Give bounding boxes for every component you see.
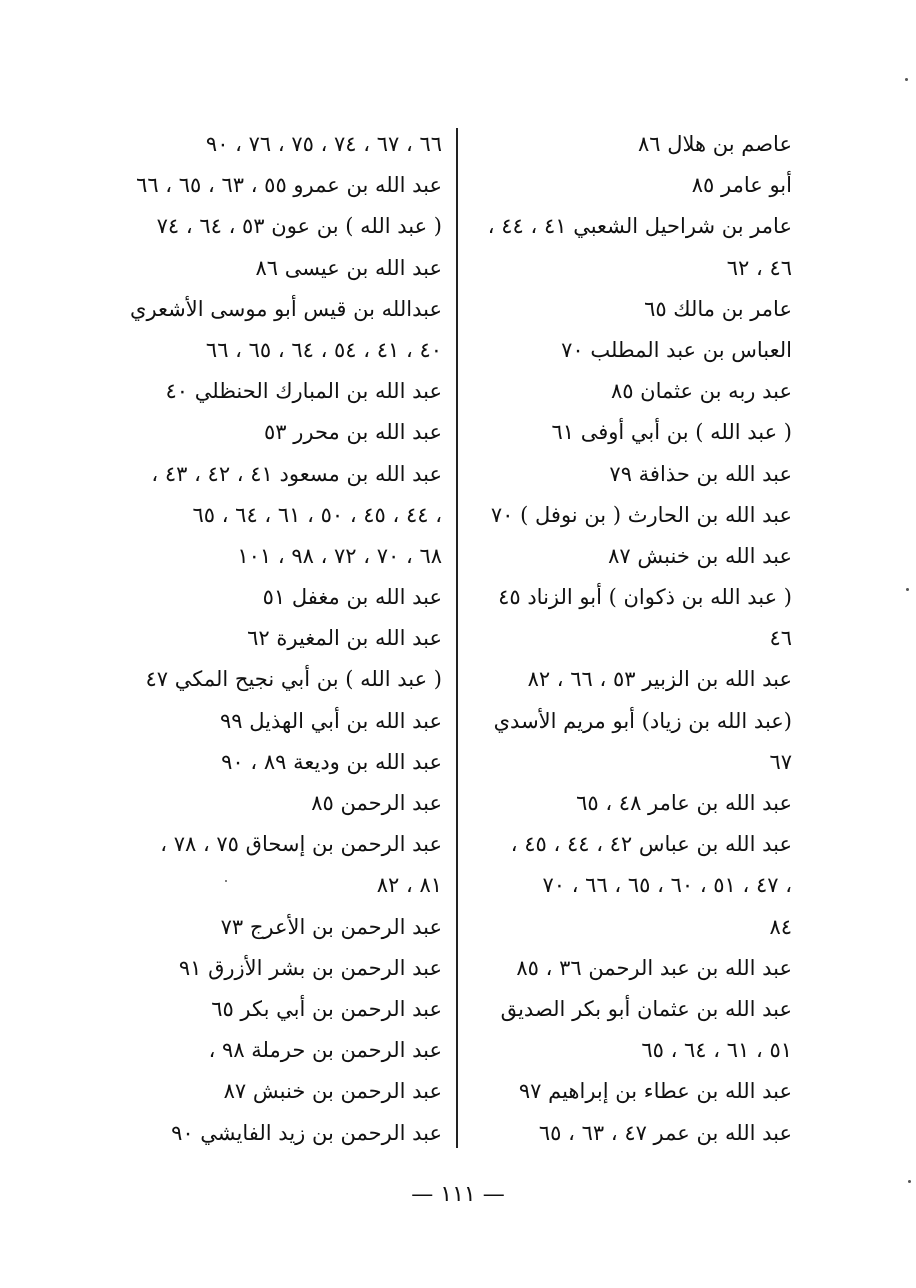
index-entry: عبد الله بن عمر ٤٧ ، ٦٣ ، ٦٥ <box>538 1120 792 1145</box>
index-entry: عبد الرحمن بن إسحاق ٧٥ ، ٧٨ ، <box>160 832 442 857</box>
index-entry: عبد الله بن محرر ٥٣ <box>264 420 442 445</box>
index-entry: عبد الرحمن ٨٥ <box>311 791 442 815</box>
index-entry: عبد الرحمن بن حرملة ٩٨ ، <box>208 1038 442 1063</box>
index-entry: عبد الله بن عيسى ٨٦ <box>255 255 442 280</box>
left-column <box>112 124 442 1154</box>
index-entry: عبد الله بن المغيرة ٦٢ <box>247 626 442 651</box>
index-entry: عبد الرحمن بن الأعرج ٧٣ <box>220 914 442 939</box>
index-entry: عبد الله بن عباس ٤٢ ، ٤٤ ، ٤٥ ، <box>510 832 792 857</box>
index-entry: ( عبد الله ) بن عون ٥٣ ، ٦٤ ، ٧٤ <box>156 214 442 239</box>
index-entry: أبو عامر ٨٥ <box>691 173 792 198</box>
page-number: — ١١١ — <box>411 1182 505 1207</box>
index-entry: ٨٤ <box>769 914 792 939</box>
index-entry: (عبد الله بن زياد) أبو مريم الأسدي <box>493 708 792 733</box>
scan-speck <box>905 78 908 81</box>
index-entry: عبد الله بن عبد الرحمن ٣٦ ، ٨٥ <box>516 955 792 980</box>
index-entry: ٤٠ ، ٤١ ، ٥٤ ، ٦٤ ، ٦٥ ، ٦٦ <box>205 337 442 362</box>
index-entry: العباس بن عبد المطلب ٧٠ <box>561 337 792 362</box>
index-entry: عبد الله بن خنبش ٨٧ <box>608 543 792 568</box>
index-entry: عبد الله بن الحارث ( بن نوفل ) ٧٠ <box>490 502 792 527</box>
index-entry: ٦٨ ، ٧٠ ، ٧٢ ، ٩٨ ، ١٠١ <box>237 543 442 568</box>
index-entry: ( عبد الله ) بن أبي نجيح المكي ٤٧ <box>145 667 442 692</box>
index-entry: ٨١ ، ٨٢ <box>376 873 442 898</box>
index-entry: ٦٦ ، ٦٧ ، ٧٤ ، ٧٥ ، ٧٦ ، ٩٠ <box>205 132 442 156</box>
scan-speck <box>908 1180 911 1183</box>
index-entry: عبد الرحمن بن خنبش ٨٧ <box>223 1079 442 1104</box>
index-entry: عبد الله بن مسعود ٤١ ، ٤٢ ، ٤٣ ، <box>151 461 442 486</box>
index-entry: عبد الله بن عمرو ٥٥ ، ٦٣ ، ٦٥ ، ٦٦ <box>136 173 442 198</box>
index-entry: ٤٦ <box>769 626 792 651</box>
index-entry: عبد الله بن حذافة ٧٩ <box>609 461 792 486</box>
index-entry: عبد الله بن الزبير ٥٣ ، ٦٦ ، ٨٢ <box>527 667 792 692</box>
right-column <box>470 124 792 1154</box>
index-entry: ( عبد الله ) بن أبي أوفى ٦١ <box>551 420 792 445</box>
index-entry: ٦٧ <box>769 749 792 774</box>
index-entry: عبد الرحمن بن زيد الفايشي ٩٠ <box>171 1120 442 1145</box>
index-entry: عامر بن شراحيل الشعبي ٤١ ، ٤٤ ، <box>487 214 792 239</box>
index-entry: عبد الله بن عطاء بن إبراهيم ٩٧ <box>518 1079 792 1104</box>
index-entry: عبد ربه بن عثمان ٨٥ <box>610 379 792 404</box>
index-entry: ٤٤ ، ٤٥ ، ٥٠ ، ٦١ ، ٦٤ ، ٦٥ ، <box>192 502 442 527</box>
index-entry: عبد الله بن المبارك الحنظلي ٤٠ <box>165 379 442 404</box>
index-entry: ٥١ ، ٦١ ، ٦٤ ، ٦٥ <box>641 1038 792 1063</box>
index-entry: عبدالله بن قيس أبو موسى الأشعري <box>130 296 442 321</box>
index-entry: عبد الرحمن بن بشر الأزرق ٩١ <box>178 955 442 980</box>
index-entry: عبد الله بن عامر ٤٨ ، ٦٥ <box>576 791 792 815</box>
index-entry: عاصم بن هلال ٨٦ <box>637 132 792 156</box>
index-entry: عبد الله بن مغفل ٥١ <box>262 585 442 610</box>
scan-speck <box>906 588 909 591</box>
index-entry: عبد الرحمن بن أبي بكر ٦٥ <box>211 996 442 1021</box>
scan-speck <box>225 880 227 882</box>
column-divider <box>456 128 458 1148</box>
index-entry: ( عبد الله بن ذكوان ) أبو الزناد ٤٥ <box>498 585 792 610</box>
index-entry: ٤٧ ، ٥١ ، ٦٠ ، ٦٥ ، ٦٦ ، ٧٠ ، <box>542 873 792 898</box>
index-entry: ٤٦ ، ٦٢ <box>726 255 792 280</box>
index-entry: عامر بن مالك ٦٥ <box>644 296 792 321</box>
index-entry: عبد الله بن عثمان أبو بكر الصديق <box>500 996 792 1021</box>
index-entry: عبد الله بن أبي الهذيل ٩٩ <box>220 708 442 733</box>
index-entry: عبد الله بن وديعة ٨٩ ، ٩٠ <box>221 749 442 774</box>
